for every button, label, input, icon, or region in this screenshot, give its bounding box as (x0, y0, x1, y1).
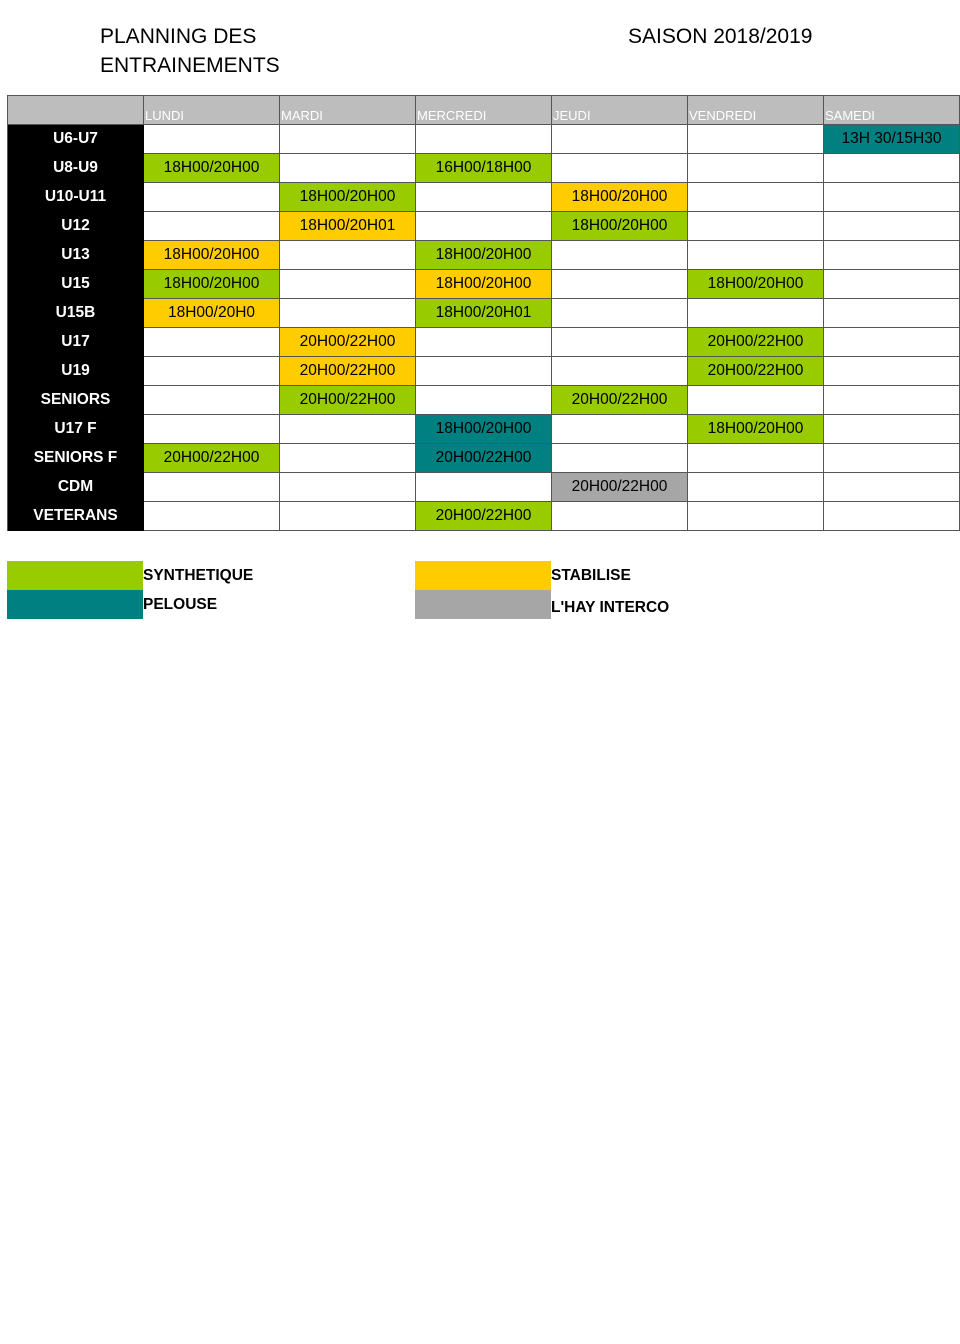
empty-slot (552, 328, 688, 357)
empty-slot (552, 299, 688, 328)
empty-slot (144, 212, 280, 241)
legend-swatch-pelouse (7, 590, 143, 619)
training-slot: 20H00/22H00 (280, 357, 416, 386)
team-label: U17 (8, 328, 144, 357)
training-slot: 20H00/22H00 (688, 357, 824, 386)
empty-slot (824, 299, 960, 328)
legend-label-stabilise: STABILISE (551, 567, 631, 584)
empty-slot (416, 386, 552, 415)
empty-slot (688, 473, 824, 502)
empty-slot (416, 212, 552, 241)
empty-slot (144, 473, 280, 502)
team-label: VETERANS (8, 502, 144, 531)
day-header-mercredi: MERCREDI (416, 96, 552, 125)
empty-slot (824, 444, 960, 473)
empty-slot (280, 299, 416, 328)
training-slot: 18H00/20H00 (552, 212, 688, 241)
team-label: U13 (8, 241, 144, 270)
empty-slot (280, 241, 416, 270)
team-label: U19 (8, 357, 144, 386)
team-label: U12 (8, 212, 144, 241)
team-label: U10-U11 (8, 183, 144, 212)
empty-slot (824, 328, 960, 357)
training-slot: 13H 30/15H30 (824, 125, 960, 154)
empty-slot (144, 357, 280, 386)
empty-slot (688, 212, 824, 241)
empty-slot (552, 154, 688, 183)
empty-slot (824, 502, 960, 531)
training-slot: 18H00/20H00 (688, 415, 824, 444)
day-header-vendredi: VENDREDI (688, 96, 824, 125)
legend-label-synthetique: SYNTHETIQUE (143, 567, 254, 584)
training-slot: 18H00/20H00 (144, 241, 280, 270)
empty-slot (552, 502, 688, 531)
training-slot: 18H00/20H00 (144, 154, 280, 183)
empty-slot (416, 357, 552, 386)
training-slot: 18H00/20H01 (416, 299, 552, 328)
empty-slot (552, 270, 688, 299)
team-label: CDM (8, 473, 144, 502)
training-slot: 18H00/20H00 (688, 270, 824, 299)
empty-slot (688, 444, 824, 473)
team-label: U17 F (8, 415, 144, 444)
team-label: U15 (8, 270, 144, 299)
legend-swatch-synthetique (7, 561, 143, 590)
empty-slot (416, 125, 552, 154)
title-line-1: PLANNING DES (100, 25, 257, 48)
empty-slot (280, 415, 416, 444)
schedule-table (7, 95, 960, 531)
empty-slot (144, 415, 280, 444)
page-title (100, 22, 400, 80)
empty-slot (824, 270, 960, 299)
training-slot: 20H00/22H00 (416, 502, 552, 531)
team-label: U6-U7 (8, 125, 144, 154)
empty-slot (144, 183, 280, 212)
team-label: U8-U9 (8, 154, 144, 183)
training-slot: 20H00/22H00 (552, 473, 688, 502)
day-header-mardi: MARDI (280, 96, 416, 125)
empty-slot (280, 444, 416, 473)
team-label: SENIORS (8, 386, 144, 415)
empty-slot (280, 473, 416, 502)
training-slot: 18H00/20H01 (280, 212, 416, 241)
empty-slot (824, 212, 960, 241)
training-slot: 18H00/20H00 (416, 415, 552, 444)
legend-swatch-hay-interco (415, 590, 551, 619)
season-label: SAISON 2018/2019 (628, 25, 813, 48)
header-corner (8, 96, 144, 125)
empty-slot (824, 415, 960, 444)
empty-slot (416, 183, 552, 212)
empty-slot (552, 241, 688, 270)
legend-swatch-stabilise (415, 561, 551, 590)
empty-slot (688, 241, 824, 270)
empty-slot (688, 299, 824, 328)
empty-slot (688, 183, 824, 212)
empty-slot (144, 386, 280, 415)
empty-slot (144, 328, 280, 357)
empty-slot (824, 154, 960, 183)
empty-slot (280, 154, 416, 183)
empty-slot (552, 125, 688, 154)
empty-slot (144, 502, 280, 531)
team-label: SENIORS F (8, 444, 144, 473)
empty-slot (280, 502, 416, 531)
training-slot: 18H00/20H00 (552, 183, 688, 212)
legend-label-pelouse: PELOUSE (143, 596, 218, 613)
training-slot: 20H00/22H00 (144, 444, 280, 473)
empty-slot (824, 183, 960, 212)
day-header-jeudi: JEUDI (552, 96, 688, 125)
empty-slot (824, 386, 960, 415)
training-slot: 18H00/20H00 (280, 183, 416, 212)
training-slot: 18H00/20H00 (416, 270, 552, 299)
empty-slot (144, 125, 280, 154)
empty-slot (280, 270, 416, 299)
training-slot: 20H00/22H00 (552, 386, 688, 415)
training-slot: 20H00/22H00 (280, 386, 416, 415)
training-slot: 18H00/20H00 (144, 270, 280, 299)
empty-slot (552, 357, 688, 386)
legend-label-hay-interco: L'HAY INTERCO (551, 599, 670, 616)
training-slot: 18H00/20H00 (416, 241, 552, 270)
empty-slot (824, 357, 960, 386)
empty-slot (688, 154, 824, 183)
training-slot: 20H00/22H00 (416, 444, 552, 473)
empty-slot (688, 386, 824, 415)
empty-slot (416, 328, 552, 357)
day-header-samedi: SAMEDI (824, 96, 960, 125)
title-line-2: ENTRAINEMENTS (100, 54, 280, 77)
empty-slot (824, 241, 960, 270)
training-slot: 20H00/22H00 (688, 328, 824, 357)
training-slot: 16H00/18H00 (416, 154, 552, 183)
empty-slot (824, 473, 960, 502)
empty-slot (416, 473, 552, 502)
team-label: U15B (8, 299, 144, 328)
empty-slot (552, 444, 688, 473)
training-slot: 18H00/20H0 (144, 299, 280, 328)
empty-slot (552, 415, 688, 444)
empty-slot (280, 125, 416, 154)
empty-slot (688, 125, 824, 154)
day-header-lundi: LUNDI (144, 96, 280, 125)
empty-slot (688, 502, 824, 531)
training-slot: 20H00/22H00 (280, 328, 416, 357)
